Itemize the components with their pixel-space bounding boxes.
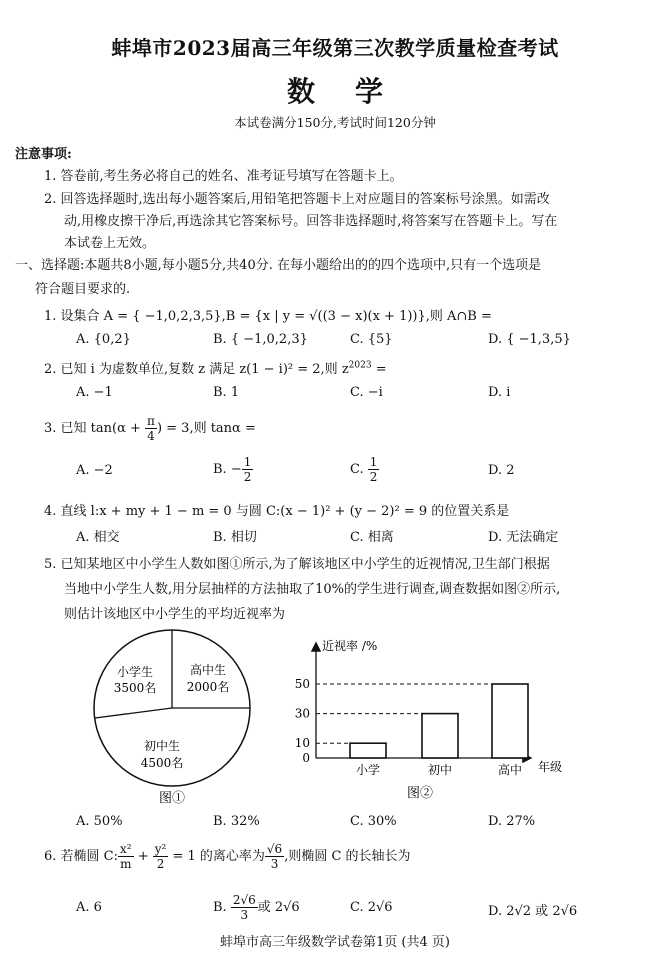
y-tick-label: 10 [294, 736, 310, 751]
notice-item-2-cont: 动,用橡皮擦干净后,再选涂其它答案标号。回答非选择题时,将答案写在答题卡上。写在 [64, 214, 558, 229]
figure-1-pie [80, 628, 265, 808]
q5-option-c: C. 30% [350, 814, 397, 829]
q5-option-b: B. 32% [213, 814, 260, 829]
y-tick-label: 30 [294, 706, 310, 721]
pie-label-high: 高中生 [189, 663, 227, 677]
subject-title: 数学 [286, 75, 423, 108]
exam-meta: 本试卷满分150分,考试时间120分钟 [234, 115, 436, 130]
q5-option-a: A. 50% [76, 814, 123, 829]
q6-option-c: C. 2√6 [350, 900, 393, 915]
q4-option-d: D. 无法确定 [488, 530, 559, 545]
section-heading: 一、选择题:本题共8小题,每小题5分,共40分. 在每小题给出的的四个选项中,只有一个选项是 [15, 258, 542, 273]
q5-stem-1: 5. 已知某地区中小学生人数如图①所示,为了解该地区中小学生的近视情况,卫生部门根据 [44, 557, 550, 572]
bar-高中 [492, 684, 528, 758]
y-tick-label: 0 [302, 751, 310, 765]
figure-2-bar-chart [290, 636, 590, 806]
q5-option-d: D. 27% [488, 814, 536, 829]
q5-stem-3: 则估计该地区中小学生的平均近视率为 [64, 607, 286, 622]
q1-stem: 1. 设集合 A = { −1,0,2,3,5},B = {x | y = √((3 − x)(x + 1))},则 A∩B = [44, 309, 492, 324]
bar-初中 [422, 714, 458, 758]
q2-exponent: 2023 [348, 360, 372, 371]
q4-option-a: A. 相交 [76, 530, 120, 545]
exam-title: 蚌埠市2023届高三年级第三次教学质量检查考试 [111, 36, 559, 60]
bar-小学 [350, 743, 386, 758]
notice-item-2: 2. 回答选择题时,选出每小题答案后,用铅笔把答题卡上对应题目的答案标号涂黑。如需改 [44, 192, 550, 207]
q3-option-b: B. − $\frac{1}{2}$ [213, 455, 252, 484]
x-tick-label: 小学 [355, 763, 381, 777]
q6-option-b: B. $\frac{2√6}{3}$ 或 2√6 [213, 893, 300, 922]
x-axis-label: 年级 [538, 760, 563, 774]
q3-stem-text: 3. 已知 tan(α + [44, 421, 141, 436]
q1-option-d: D. { −1,3,5} [488, 332, 571, 347]
q2-option-c: C. −i [350, 385, 383, 400]
q1-option-c: C. {5} [350, 332, 393, 347]
page-footer: 蚌埠市高三年级数学试卷第1页 (共4 页) [220, 935, 450, 950]
q4-option-b: B. 相切 [213, 530, 257, 545]
y-axis-label: 近视率 /% [322, 639, 378, 653]
q3-option-d: D. 2 [488, 463, 515, 478]
q2-stem-end: = [371, 362, 387, 377]
q2-stem [44, 358, 387, 377]
pie-count-middle: 4500名 [140, 756, 184, 770]
q3-stem [44, 414, 256, 443]
q6-option-d: D. 2√2 或 2√6 [488, 904, 578, 919]
x-tick-label: 初中 [427, 763, 453, 777]
q3-stem-end: ) = 3,则 tanα = [156, 421, 256, 436]
q6-stem: 6. 若椭圆 C: $\frac{\text{x²}}{m}$ + $\frac{\text{y²}}{2}$ = 1 的离心率为 $\frac{√6}{3}$ ,则椭圆 C 的长轴长为 [44, 842, 411, 871]
q2-option-d: D. i [488, 385, 511, 400]
pie-count-high: 2000名 [186, 680, 230, 694]
figure-2-caption: 图② [406, 786, 434, 801]
q5-stem-2: 当地中小学生人数,用分层抽样的方法抽取了10%的学生进行调查,调查数据如图②所示, [64, 582, 561, 597]
pie-label-middle: 初中生 [143, 739, 181, 753]
y-tick-label: 50 [294, 677, 310, 691]
q1-option-a: A. {0,2} [76, 332, 131, 347]
pie-count-primary: 3500名 [113, 681, 157, 695]
notice-heading: 注意事项: [15, 147, 72, 162]
q3-option-c: C. $\frac{1}{2}$ [350, 455, 378, 484]
q4-stem: 4. 直线 l:x + my + 1 − m = 0 与圆 C:(x − 1)² + (y − 2)² = 9 的位置关系是 [44, 504, 510, 519]
section-heading-cont: 符合题目要求的. [35, 282, 131, 297]
notice-item-2-cont2: 本试卷上无效。 [64, 236, 156, 251]
q3-fraction: $\frac{\pi}{4}$ [147, 414, 155, 443]
q3-option-a: A. −2 [76, 463, 113, 478]
q2-option-a: A. −1 [76, 385, 113, 400]
figure-1-caption: 图① [158, 791, 186, 806]
q2-stem-text: 2. 已知 i 为虚数单位,复数 z 满足 z(1 − i)² = 2,则 z [44, 362, 349, 377]
pie-label-primary: 小学生 [116, 665, 154, 679]
x-tick-label: 高中 [497, 763, 523, 777]
notice-item-1: 1. 答卷前,考生务必将自己的姓名、准考证号填写在答题卡上。 [44, 169, 403, 184]
q2-option-b: B. 1 [213, 385, 240, 400]
q4-option-c: C. 相离 [350, 530, 394, 545]
q6-option-a: A. 6 [76, 900, 102, 915]
q1-option-b: B. { −1,0,2,3} [213, 332, 308, 347]
